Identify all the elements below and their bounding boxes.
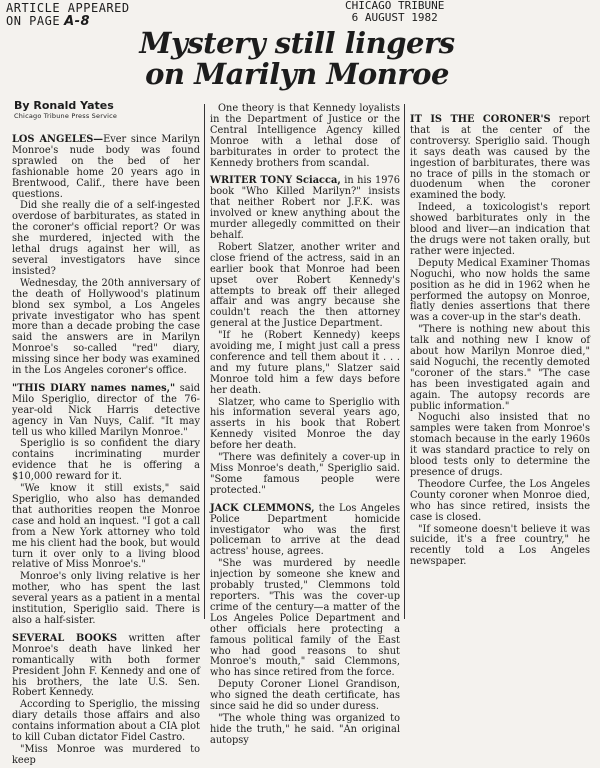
publication-date: 6 AUGUST 1982 (351, 11, 438, 24)
article-paragraph (210, 559, 400, 679)
paragraph-text: Noguchi also insisted that no samples were taken from Monroe's stomach because in the early 1960s it was standard practice to rely on blood tests only to determine the presence of drugs. (410, 412, 590, 478)
paragraph-lead-in: LOS ANGELES— (12, 134, 104, 145)
paragraph-text: Wednesday, the 20th anniversary of the death of Hollywood's platinum blond sex symbol, a Los Angeles private investigator who has spent more than a decade probing the case said the answers are in Marilyn Monroe's so-called "red" diary, missing since her body was examined in the Los Angeles coroner's office. (12, 277, 200, 377)
article-paragraph (12, 572, 200, 627)
article-paragraph (12, 384, 200, 439)
byline (14, 99, 117, 120)
paragraph-text: "The whole thing was organized to hide the truth," he said. "An original autopsy (210, 712, 400, 746)
article-paragraph (12, 439, 200, 483)
article-paragraph (12, 201, 200, 277)
paragraph-text: Speriglio is so confident the diary contains incriminating murder evidence that he is offering a $10,000 reward for it. (12, 438, 200, 483)
paragraph-text: "We know it still exists," said Speriglio, who also has demanded that authorities reopen the Monroe case and hold an inquest. "I got a call from a New York attorney who told me his client had the book, but would turn it over only to a living blood relative of Miss Monroe's." (12, 483, 200, 571)
paragraph-text: in his 1976 book "Who Killed Marilyn?" insists that neither Robert nor J.F.K. was involved or knew anything about the murder allegedly committed on their behalf. (210, 175, 400, 241)
stamp-line-1: ARTICLE APPEARED (6, 1, 130, 15)
paragraph-lead-in: "THIS DIARY names names," (12, 382, 176, 394)
article-paragraph (410, 525, 590, 569)
article-paragraph (210, 453, 400, 497)
article-paragraph (12, 279, 200, 377)
source-label (345, 0, 444, 24)
paragraph-text: Theodore Curfee, the Los Angeles County coroner when Monroe died, who has since retired, insists the case is closed. (410, 478, 590, 523)
article-paragraph (210, 243, 400, 330)
article-paragraph (12, 634, 200, 699)
newspaper-name: CHICAGO TRIBUNE (345, 0, 445, 12)
paragraph-text: Robert Slatzer, another writer and close friend of the actress, said in an earlier book that Monroe had been upset over Robert Kennedy's attempts to break off their alleged affair and was angry because she couldn't reach the then attorney general at the Justice Department. (210, 241, 400, 330)
paragraph-text: Indeed, a toxicologist's report showed barbiturates only in the blood and liver—an indication that the drugs were not taken orally, but rather were injected. (410, 202, 590, 257)
headline (132, 28, 462, 90)
paragraph-text: Monroe's only living relative is her mother, who has spent the last several years as a patient in a mental institution, Speriglio said. There is also a half-sister. (12, 571, 200, 626)
article-column-3 (410, 108, 590, 569)
paragraph-text: One theory is that Kennedy loyalists in the Department of Justice or the Central Intelligence Agency killed Monroe with a lethal dose of barbiturates in order to protect the Kennedy brothers from scandal. (210, 103, 400, 169)
paragraph-text: said Milo Speriglio, director of the 76-year-old Nick Harris detective agency in Van Nuys, Calif. "It may tell us who killed Marilyn Monroe." (12, 382, 200, 438)
article-paragraph (12, 135, 200, 200)
paragraph-text: "There was definitely a cover-up in Miss Monroe's death," Speriglio said. "Some famous people were protected." (210, 452, 400, 496)
article-appeared-stamp (6, 2, 130, 28)
paragraph-text: Deputy Medical Examiner Thomas Noguchi, who now holds the same position as he did in 1962 when he performed the autopsy on Monroe, flatly denies assertions that there was a cover-up in the star's death. (410, 257, 590, 324)
paragraph-lead-in: JACK CLEMMONS, (210, 502, 315, 514)
article-paragraph (410, 259, 590, 324)
paragraph-lead-in: IT IS THE CORONER'S (410, 114, 551, 125)
article-paragraph (410, 115, 590, 202)
stamp-line-2: ON PAGE (6, 14, 61, 28)
paragraph-lead-in: SEVERAL BOOKS (12, 632, 118, 644)
headline-line-2: on Marilyn Monroe (145, 57, 449, 91)
stamp-page-number: A-8 (64, 14, 91, 29)
paragraph-text: Deputy Coroner Lionel Grandison, who signed the death certificate, has since said he did so under duress. (210, 679, 400, 713)
paragraph-text: "If he (Robert Kennedy) keeps avoiding me, I might just call a press conference and tell them about it . . . and my future plans," Slatzer said Monroe told him a few days before her death. (210, 330, 400, 396)
article-paragraph (410, 480, 590, 524)
article-column-1 (12, 128, 200, 768)
paragraph-text: written after Monroe's death have linked her romantically with both former President John F. Kennedy and one of his brothers, the late U.S. Sen. Robert Kennedy. (12, 632, 201, 699)
column-divider (204, 104, 205, 619)
byline-credit: Chicago Tribune Press Service (14, 112, 118, 120)
article-paragraph (210, 714, 400, 747)
article-paragraph (410, 325, 590, 412)
article-paragraph (210, 331, 400, 396)
paragraph-text: "Miss Monroe was murdered to keep (12, 743, 200, 766)
paragraph-text: the Los Angeles Police Department homicide investigator who was the first policeman to arrive at the dead actress' house, agrees. (210, 502, 400, 558)
paragraph-text: report that is at the center of the controversy. Speriglio said. Though it says death was caused by the ingestion of barbiturates, there was no trace of pills in the stomach or duodenum when the coroner examined the body. (410, 114, 590, 202)
headline-line-1: Mystery still lingers (139, 26, 455, 60)
article-paragraph (12, 484, 200, 571)
paragraph-text: Slatzer, who came to Speriglio with his information several years ago, asserts in his book that Robert Kennedy visited Monroe the day before her death. (210, 396, 400, 452)
article-paragraph (410, 413, 590, 478)
article-paragraph (410, 203, 590, 258)
paragraph-text: Ever since Marilyn Monroe's nude body was found sprawled on the bed of her fashionable home 20 years ago in Brentwood, Calif., there have been questions. (12, 134, 200, 200)
article-paragraph (210, 104, 400, 169)
article-paragraph (12, 745, 200, 767)
column-divider (404, 104, 405, 619)
paragraph-text: "There is nothing new about this talk and nothing new I know of about how Marilyn Monroe died," said Noguchi, the recently demoted "coroner of the stars." "The case has been investigated again and again. The autopsy records are public information." (410, 324, 590, 412)
article-paragraph (210, 176, 400, 241)
paragraph-text: "If someone doesn't believe it was suicide, it's a free country," he recently told a Los Angeles newspaper. (410, 523, 590, 568)
article-paragraph (210, 398, 400, 453)
article-column-2 (210, 104, 400, 748)
byline-author: By Ronald Yates (14, 99, 114, 112)
article-paragraph (210, 504, 400, 559)
article-paragraph (210, 680, 400, 713)
paragraph-text: Did she really die of a self-ingested overdose of barbiturates, as stated in the coroner's official report? Or was she murdered, injected with the lethal drugs against her will, as several investigators have since insisted? (12, 200, 200, 277)
article-paragraph (12, 700, 200, 744)
paragraph-text: According to Speriglio, the missing diary details those affairs and also contains information about a CIA plot to kill Cuban dictator Fidel Castro. (12, 699, 200, 744)
paragraph-text: "She was murdered by needle injection by someone she knew and probably trusted," Clemmons told reporters. "This was the cover-up crime of the century—a matter of the Los Angeles Police Department and other officials here protecting a famous political family of the East who had good reasons to shut Monroe's mouth," said Clemmons, who has since retired from the force. (210, 558, 400, 679)
paragraph-lead-in: WRITER TONY Sciacca, (210, 175, 341, 187)
